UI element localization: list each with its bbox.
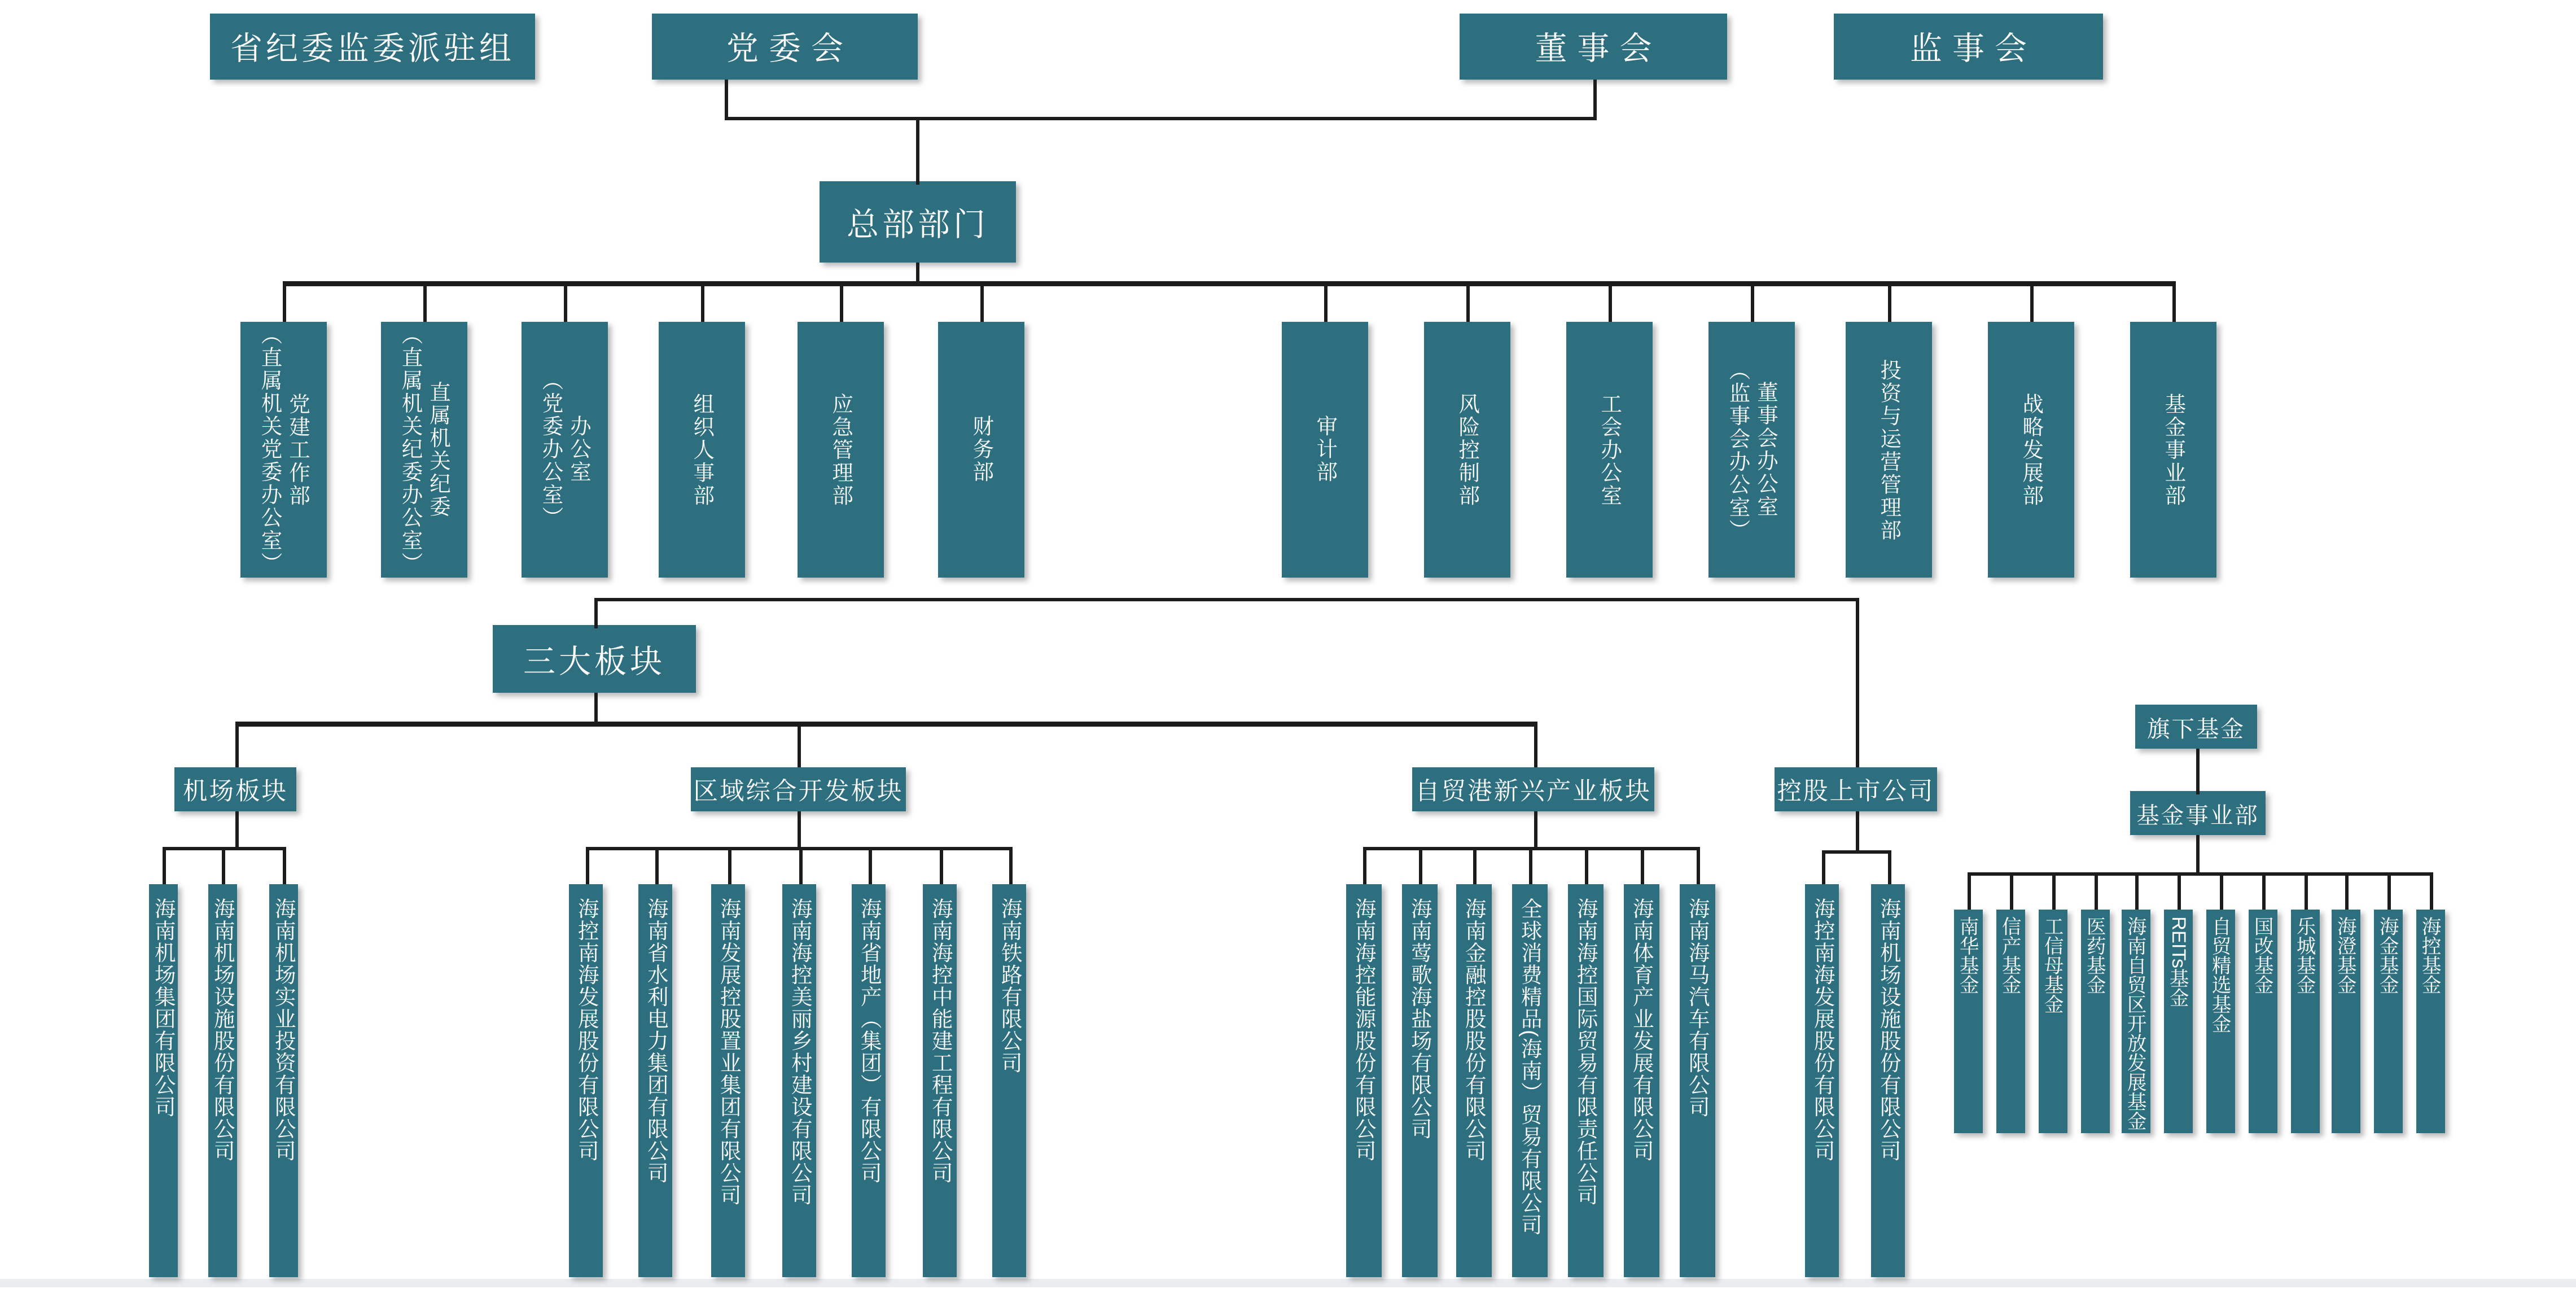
vertical-text: 董事会办公室 <box>1754 381 1778 518</box>
department-box <box>240 322 326 578</box>
connector-line <box>1534 811 1537 850</box>
connector-line <box>2262 872 2265 913</box>
fund-box <box>2121 910 2150 1133</box>
fund-box <box>2373 910 2402 1133</box>
connector-line <box>1968 872 2430 876</box>
connector-line <box>1534 722 1537 771</box>
connector-line <box>2345 872 2348 913</box>
company-box <box>1346 884 1381 1277</box>
fund-box <box>2080 910 2109 1133</box>
connector-line <box>283 847 286 888</box>
branch-label: 区域综合开发板块 <box>691 767 906 811</box>
connector-line <box>1697 847 1699 888</box>
connector-line <box>2030 281 2033 325</box>
connector-line <box>235 722 238 771</box>
company-box <box>1512 884 1547 1277</box>
company-box <box>148 884 177 1277</box>
vertical-text: 海南发展控股置业集团有限公司 <box>717 898 741 1206</box>
branch-label: 控股上市公司 <box>1775 767 1937 811</box>
connector-line <box>163 847 165 888</box>
fund-box <box>2248 910 2277 1133</box>
vertical-text: 应急管理部 <box>829 392 853 507</box>
vertical-text: （直属机关党委办公室） <box>258 324 282 576</box>
department-box <box>797 322 883 578</box>
connector-line <box>594 598 1856 601</box>
fund-box <box>2331 910 2360 1133</box>
connector-line <box>586 847 589 888</box>
vertical-text: 乐城基金 <box>2294 916 2315 994</box>
fund-box <box>2290 910 2319 1133</box>
vertical-text: 南华基金 <box>1957 916 1978 994</box>
vertical-text: 海澄基金 <box>2335 916 2356 994</box>
company-box <box>992 884 1026 1277</box>
connector-line <box>940 847 943 888</box>
vertical-text: 基金事业部 <box>2162 392 2186 507</box>
connector-line <box>725 80 728 120</box>
connector-line <box>2052 872 2055 913</box>
vertical-text: 海南机场设施股份有限公司 <box>211 898 235 1162</box>
vertical-text: 直属机关纪委 <box>427 381 450 518</box>
connector-line <box>655 847 658 888</box>
department-box <box>1987 322 2074 578</box>
connector-line <box>728 847 731 888</box>
fund-box <box>2416 910 2444 1133</box>
connector-line <box>798 811 800 850</box>
fund-box <box>1953 910 1982 1133</box>
company-box <box>208 884 236 1277</box>
department-box <box>1845 322 1931 578</box>
vertical-text: 海控南海发展股份有限公司 <box>1811 898 1835 1162</box>
org-box-party-committee: 党委会 <box>652 14 918 80</box>
fund-box <box>2163 910 2192 1133</box>
vertical-text: 海南省地产（集团）有限公司 <box>857 898 882 1184</box>
vertical-text: 工会办公室 <box>1598 392 1622 507</box>
connector-line <box>2095 872 2097 913</box>
connector-line <box>283 281 286 325</box>
vertical-text: 海南海控中能建工程有限公司 <box>928 898 953 1184</box>
connector-line <box>1585 847 1588 888</box>
fund-box <box>1996 910 2025 1133</box>
branch-label: 机场板块 <box>174 767 296 811</box>
company-box <box>1623 884 1659 1277</box>
vertical-text: 海南莺歌海盐场有限公司 <box>1408 898 1432 1140</box>
connector-line <box>1856 811 1859 854</box>
company-box <box>1567 884 1603 1277</box>
vertical-text: 组织人事部 <box>690 392 715 507</box>
connector-line <box>222 847 225 888</box>
connector-line <box>1466 281 1469 325</box>
org-box-board-of-supervisors: 监事会 <box>1834 14 2103 80</box>
org-box-three-sectors: 三大板块 <box>493 625 696 693</box>
connector-line <box>1968 872 1970 913</box>
vertical-text: 办公室 <box>567 415 591 484</box>
vertical-text: 工信母基金 <box>2042 916 2063 1014</box>
company-box <box>1679 884 1715 1277</box>
vertical-text: REITs基金 <box>2167 916 2188 1008</box>
company-box <box>852 884 886 1277</box>
connector-line <box>725 117 1593 120</box>
department-box <box>521 322 607 578</box>
vertical-text: 海南体育产业发展有限公司 <box>1629 898 1654 1162</box>
vertical-text: （监事会办公室） <box>1726 358 1750 541</box>
vertical-text: 海南海控国际贸易有限责任公司 <box>1574 898 1598 1206</box>
vertical-text: 海南机场设施股份有限公司 <box>1877 898 1901 1162</box>
vertical-text: 海南自贸区开放发展基金 <box>2125 916 2146 1131</box>
org-box-headquarters: 总部部门 <box>820 181 1016 263</box>
org-box-board-of-directors: 董事会 <box>1460 14 1727 80</box>
connector-line <box>2305 872 2307 913</box>
vertical-text: 海南金融控股股份有限公司 <box>1462 898 1486 1162</box>
department-box <box>1423 322 1510 578</box>
connector-line <box>798 722 800 771</box>
vertical-text: 海南机场集团有限公司 <box>151 898 176 1118</box>
connector-line <box>1009 847 1012 888</box>
vertical-text: 海南机场实业投资有限公司 <box>271 898 296 1162</box>
connector-line <box>2387 872 2390 913</box>
vertical-text: 医药基金 <box>2084 916 2105 994</box>
org-box-discipline-inspection-group: 省纪委监委派驻组 <box>210 14 535 80</box>
connector-line <box>1641 847 1644 888</box>
company-box <box>1401 884 1437 1277</box>
connector-line <box>423 281 426 325</box>
vertical-text: 审计部 <box>1313 415 1338 484</box>
org-box-fund-division: 基金事业部 <box>2130 791 2266 835</box>
connector-line <box>840 281 843 325</box>
vertical-text: 海南海控能源股份有限公司 <box>1352 898 1376 1162</box>
company-box <box>269 884 297 1277</box>
vertical-text: 自贸精选基金 <box>2210 916 2231 1033</box>
fund-box <box>2206 910 2235 1133</box>
department-box <box>1566 322 1652 578</box>
company-box <box>782 884 816 1277</box>
company-box <box>923 884 957 1277</box>
connector-line <box>1856 598 1859 771</box>
connector-line <box>799 847 802 888</box>
vertical-text: 国改基金 <box>2252 916 2273 994</box>
connector-line <box>980 281 983 325</box>
connector-line <box>2172 281 2175 325</box>
vertical-text: 投资与运营管理部 <box>1877 358 1902 541</box>
vertical-text: （直属机关纪委办公室） <box>398 324 423 576</box>
connector-line <box>1473 847 1476 888</box>
fund-box <box>2038 910 2067 1133</box>
connector-line <box>1609 281 1611 325</box>
slide-bottom-edge <box>0 1279 2576 1287</box>
connector-line <box>1888 850 1891 888</box>
connector-line <box>1324 281 1327 325</box>
connector-line <box>2135 872 2138 913</box>
connector-line <box>1822 850 1888 854</box>
company-box <box>638 884 672 1277</box>
vertical-text: 海南海控美丽乡村建设有限公司 <box>788 898 812 1206</box>
connector-line <box>2196 835 2199 876</box>
connector-line <box>2220 872 2223 913</box>
vertical-text: 海金基金 <box>2377 916 2398 994</box>
vertical-text: 党建工作部 <box>286 392 310 507</box>
vertical-text: 海南省水利电力集团有限公司 <box>644 898 668 1184</box>
department-box <box>380 322 467 578</box>
department-box <box>2130 322 2216 578</box>
connector-line <box>1593 80 1596 120</box>
connector-line <box>2010 872 2013 913</box>
vertical-text: 海南海马汽车有限公司 <box>1685 898 1710 1118</box>
connector-line <box>586 847 1009 850</box>
connector-line <box>1419 847 1422 888</box>
org-box-funds-root: 旗下基金 <box>2135 705 2257 749</box>
connector-line <box>1529 847 1532 888</box>
connector-line <box>235 811 238 850</box>
department-box <box>1708 322 1794 578</box>
department-box <box>658 322 744 578</box>
connector-line <box>1822 850 1825 888</box>
connector-line <box>594 693 597 725</box>
vertical-text: 海控南海发展股份有限公司 <box>575 898 599 1162</box>
connector-line <box>869 847 871 888</box>
vertical-text: 战略发展部 <box>2019 392 2044 507</box>
connector-line <box>2430 872 2433 913</box>
company-box <box>1871 884 1905 1277</box>
vertical-text: 风险控制部 <box>1456 392 1480 507</box>
connector-line <box>564 281 567 325</box>
connector-line <box>1751 281 1754 325</box>
company-box <box>1456 884 1491 1277</box>
connector-line <box>235 722 1534 726</box>
connector-line <box>1888 281 1891 325</box>
vertical-text: 海控基金 <box>2420 916 2441 994</box>
vertical-text: 财务部 <box>970 415 994 484</box>
department-box <box>937 322 1024 578</box>
connector-line <box>2178 872 2180 913</box>
connector-line <box>916 117 919 185</box>
vertical-text: 海南铁路有限公司 <box>998 898 1022 1074</box>
vertical-text: 全球消费精品(海南）贸易有限公司 <box>1518 898 1542 1236</box>
connector-line <box>701 281 704 325</box>
vertical-text: 信产基金 <box>2000 916 2021 994</box>
vertical-text: （党委办公室） <box>539 369 563 530</box>
company-box <box>1805 884 1839 1277</box>
connector-line <box>1363 847 1366 888</box>
connector-line <box>2196 749 2199 794</box>
company-box <box>569 884 603 1277</box>
department-box <box>1281 322 1368 578</box>
company-box <box>711 884 745 1277</box>
connector-line <box>594 598 597 628</box>
branch-label: 自贸港新兴产业板块 <box>1412 767 1654 811</box>
